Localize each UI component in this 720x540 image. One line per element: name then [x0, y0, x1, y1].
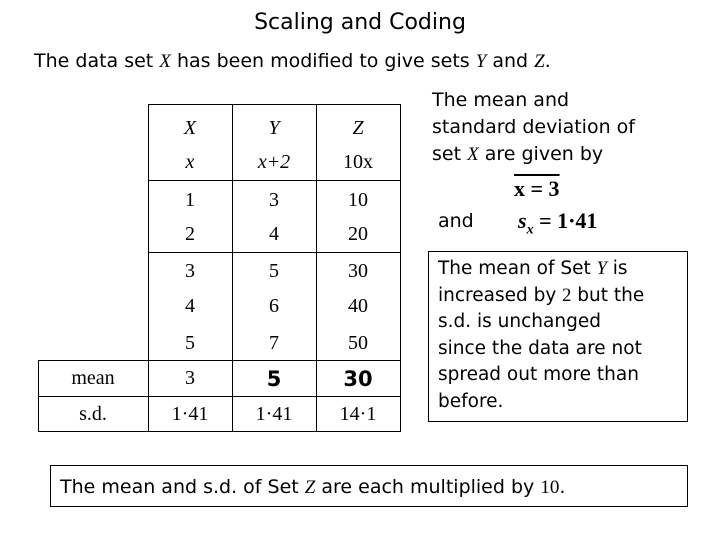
note-y-var: Y — [596, 259, 607, 279]
cell-x-4: 4 — [185, 295, 195, 317]
intro-text-3: and — [486, 50, 535, 72]
sd-label: s.d. — [79, 403, 107, 425]
side-line-1: The mean and — [432, 89, 570, 111]
mean-y: 5 — [266, 367, 282, 391]
header-y: Y — [268, 117, 280, 139]
cell-x-3: 3 — [185, 260, 195, 282]
table-line-sd — [38, 396, 401, 397]
note-y-line-2-text-b: but the — [571, 284, 645, 306]
intro-var-y: Y — [475, 51, 487, 72]
formula-y: x+2 — [257, 151, 291, 173]
side-line-3-text-b: are given by — [478, 143, 604, 165]
sd-formula-symbol: s — [518, 208, 527, 233]
table-line-top — [148, 104, 401, 105]
note-y-line-1 — [438, 256, 644, 283]
note-z-num: 10 — [540, 477, 560, 498]
intro-text-2: has been modified to give sets — [170, 50, 476, 72]
side-explanation — [432, 87, 635, 168]
mean-x: 3 — [185, 367, 195, 389]
and-label: and — [438, 210, 474, 232]
note-y-line-1-text-b: is — [606, 258, 628, 279]
formula-z: 10x — [343, 151, 373, 173]
cell-x-1: 1 — [185, 189, 195, 211]
note-y-line-6: before. — [438, 390, 504, 412]
note-z-text-b: are each multiplied by — [315, 476, 541, 498]
note-y-num: 2 — [562, 285, 572, 306]
intro-var-x: X — [159, 51, 171, 72]
note-y-line-2-text: increased by — [438, 284, 563, 306]
sd-z: 14·1 — [339, 403, 377, 425]
header-x: X — [183, 117, 197, 139]
side-line-2: standard deviation of — [432, 116, 635, 138]
cell-z-3: 30 — [348, 260, 368, 282]
cell-y-3: 5 — [269, 260, 279, 282]
mean-formula — [514, 176, 560, 202]
cell-x-5: 5 — [185, 332, 195, 354]
cell-y-2: 4 — [269, 223, 279, 245]
side-line-3 — [432, 141, 635, 168]
table-line-data — [148, 252, 401, 253]
sd-formula — [518, 208, 597, 238]
sd-x: 1·41 — [171, 403, 209, 425]
table-line-mean — [38, 360, 401, 361]
cell-z-2: 20 — [348, 223, 368, 245]
note-z-text-a: The mean and s.d. of Set — [60, 476, 305, 498]
intro-text-4: . — [544, 50, 551, 72]
sd-y: 1·41 — [255, 403, 293, 425]
page-title: Scaling and Coding — [254, 10, 466, 35]
intro-text-1: The data set — [34, 50, 160, 72]
note-y-line-4: since the data are not — [438, 337, 642, 359]
mean-label: mean — [71, 367, 115, 389]
mean-z: 30 — [343, 367, 373, 391]
cell-y-4: 6 — [269, 295, 279, 317]
table-line-formula — [148, 180, 401, 181]
side-line-3-var: X — [467, 144, 479, 165]
sd-formula-value: = 1·41 — [539, 208, 598, 233]
note-y-line-2 — [438, 283, 644, 310]
cell-z-4: 40 — [348, 295, 368, 317]
cell-z-5: 50 — [348, 332, 368, 354]
sd-formula-subscript: x — [526, 222, 534, 238]
header-z: Z — [352, 117, 364, 139]
note-z-var: Z — [304, 477, 316, 498]
mean-formula-text: x = 3 — [514, 176, 560, 201]
note-z-text-c: . — [559, 476, 566, 498]
note-y-line-5: spread out more than — [438, 364, 639, 385]
intro-var-z: Z — [534, 51, 545, 72]
table-line-right — [400, 104, 401, 432]
cell-y-5: 7 — [269, 332, 279, 354]
intro-sentence — [34, 50, 551, 73]
note-z-text — [60, 476, 565, 499]
cell-y-1: 3 — [269, 189, 279, 211]
note-y-text — [438, 256, 644, 415]
cell-z-1: 10 — [348, 189, 368, 211]
note-y-line-1-text: The mean of Set — [438, 258, 597, 279]
cell-x-2: 2 — [185, 223, 195, 245]
note-y-line-3: s.d. is unchanged — [438, 311, 601, 332]
table-line-bottom — [38, 431, 401, 432]
side-line-3-text: set — [432, 143, 468, 165]
formula-x: x — [185, 151, 195, 173]
